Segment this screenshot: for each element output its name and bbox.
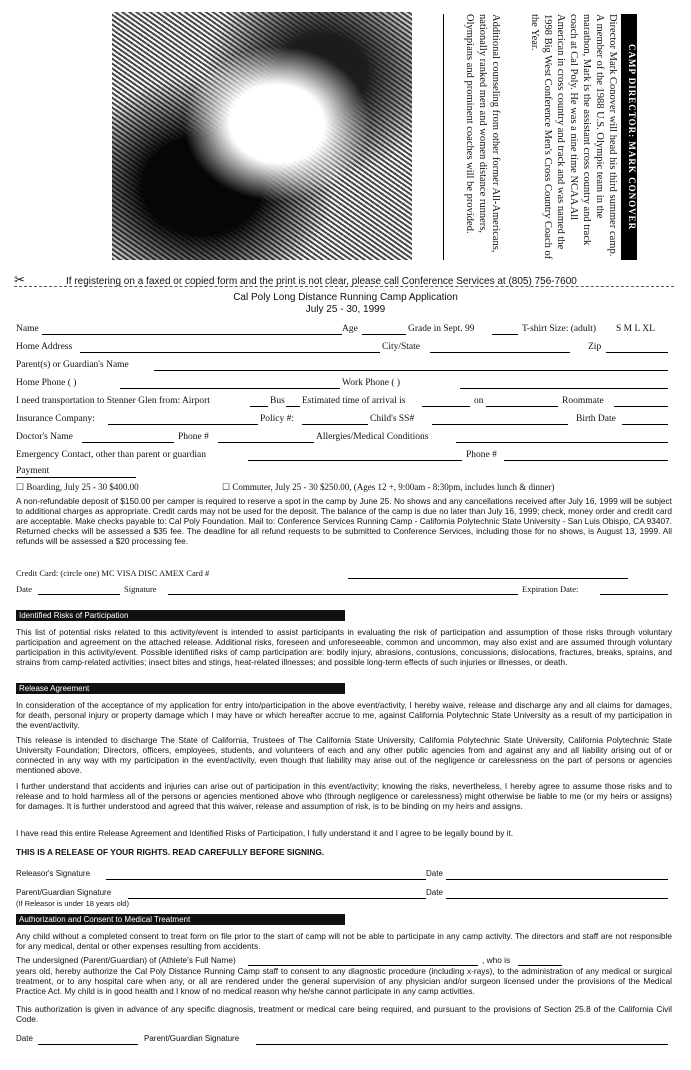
athlete-name-field[interactable] bbox=[248, 955, 478, 966]
emergency-phone-label: Phone # bbox=[466, 450, 497, 460]
guardian-date-field[interactable] bbox=[446, 888, 668, 899]
airport-field[interactable] bbox=[250, 396, 268, 407]
zip-label: Zip bbox=[588, 342, 602, 352]
sidebar-heading: CAMP DIRECTOR: MARK CONOVER bbox=[621, 14, 637, 260]
name-field[interactable] bbox=[42, 324, 342, 335]
row-transport bbox=[16, 396, 676, 410]
release-p5: THIS IS A RELEASE OF YOUR RIGHTS. READ CAREFULLY BEFORE SIGNING. bbox=[16, 847, 325, 857]
guardian-date-label: Date bbox=[426, 888, 443, 897]
release-heading: Release Agreement bbox=[16, 683, 345, 694]
pay-date-field[interactable] bbox=[38, 584, 120, 595]
city-label: City/State bbox=[382, 342, 420, 352]
tshirt-label: T-shirt Size: (adult) bbox=[522, 324, 597, 334]
releasor-date-field[interactable] bbox=[446, 869, 668, 880]
zip-field[interactable] bbox=[606, 342, 668, 353]
home-phone-label: Home Phone ( ) bbox=[16, 378, 77, 388]
commuter-text: Commuter, July 25 - 30 $250.00, (Ages 12 +, 9:00am - 8:30pm, includes lunch & dinner) bbox=[232, 482, 555, 492]
emergency-label: Emergency Contact, other than parent or guardian bbox=[16, 450, 207, 460]
roommate-field[interactable] bbox=[614, 396, 668, 407]
guardian-note: (If Releasor is under 18 years old) bbox=[16, 899, 129, 908]
policy-field[interactable] bbox=[302, 414, 368, 425]
sidebar-extra: Additional counseling from other former All-Americans, nationally ranked men and women distance runners, Olympians and prominent coaches will be provided. bbox=[464, 14, 501, 253]
consent-p2a: The undersigned (Parent/Guardian) of (Athlete's Full Name) bbox=[16, 955, 236, 965]
doctor-label: Doctor's Name bbox=[16, 432, 73, 442]
releasor-label: Releasor's Signature bbox=[16, 869, 91, 878]
consent-date-field[interactable] bbox=[38, 1034, 138, 1045]
birth-date-field[interactable] bbox=[622, 414, 668, 425]
expiration-label: Expiration Date: bbox=[522, 584, 579, 594]
boarding-text: Boarding, July 25 - 30 $400.00 bbox=[26, 482, 139, 492]
policy-label: Policy #: bbox=[260, 414, 295, 424]
grade-field[interactable] bbox=[492, 324, 518, 335]
boarding-option[interactable] bbox=[16, 482, 139, 493]
boarding-checkbox[interactable]: ☐ bbox=[16, 482, 27, 492]
allergies-field[interactable] bbox=[456, 432, 668, 443]
arrival-label: Estimated time of arrival is bbox=[302, 396, 406, 406]
row-credit bbox=[16, 568, 676, 582]
pay-signature-label: Signature bbox=[124, 584, 157, 594]
parent-label: Parent(s) or Guardian's Name bbox=[16, 360, 129, 370]
consent-p2c: years old, hereby authorize the Cal Poly Distance Running Camp staff to consent to any diagnostic procedure (including x-rays), to the administration of any medical or surgical treatment, or to any hospital care when any, or all are rendered under the general supervision of any physician and/or surgeon licensed under the provisions of the Medical Practice Act. My child is in good health and I know of no medical reason why he/she cannot participate in any camp activities. bbox=[16, 966, 672, 996]
commuter-option[interactable] bbox=[222, 482, 555, 493]
address-label: Home Address bbox=[16, 342, 73, 352]
tshirt-sizes[interactable]: S M L XL bbox=[616, 324, 655, 334]
commuter-checkbox[interactable]: ☐ bbox=[222, 482, 233, 492]
payment-label: Payment bbox=[16, 466, 50, 476]
guardian-signature-field[interactable] bbox=[128, 888, 426, 899]
release-p4: I have read this entire Release Agreement and Identified Risks of Participation, I fully understand it and I agree to be legally bound by it. bbox=[16, 828, 514, 838]
scissors-icon: ✂ bbox=[14, 272, 25, 287]
sidebar-bio: Director Mark Conover will head his third summer camp. A member of the 1988 U.S. Olympic team in the marathon, Mark is the assistant cross country and track coach at Cal Poly. He was a nine time NCAA All American in cross country and track and was named the 1998 Big West Conference Men's Cross Country Coach of the Year. bbox=[529, 14, 618, 260]
consent-p2b: , who is bbox=[482, 955, 511, 965]
address-field[interactable] bbox=[80, 342, 380, 353]
risks-text: This list of potential risks related to this activity/event is intended to assist participants in evaluating the risk of participation and assumption of those risks through voluntary participation and agreement on the attached release. Additional risks, foreseen and unforeseeable, common and uncommon, may also exist and are assumed through voluntary participation in this activity/event. Possible identified risks of camp participation are: bodily injury, abrasions, contusions, concussions, dislocations, fractures, breaks, sprains, and strains from camp-related activities; insect bites and stings, heat-related illnesses; and possible long-term effects of such injuries or illnesses, or death. bbox=[16, 627, 672, 667]
row-emergency bbox=[16, 450, 676, 464]
doctor-field[interactable] bbox=[82, 432, 174, 443]
releasor-signature-field[interactable] bbox=[106, 869, 426, 880]
row-name bbox=[16, 324, 676, 338]
arrival-field[interactable] bbox=[422, 396, 470, 407]
allergies-label: Allergies/Medical Conditions bbox=[316, 432, 429, 442]
row-consent-sign bbox=[16, 1034, 676, 1048]
child-ss-label: Child's SS# bbox=[370, 414, 415, 424]
transport-label: I need transportation to Stenner Glen from: Airport bbox=[16, 396, 210, 406]
home-phone-field[interactable] bbox=[120, 378, 340, 389]
doctor-phone-label: Phone # bbox=[178, 432, 209, 442]
doctor-phone-field[interactable] bbox=[218, 432, 314, 443]
child-ss-field[interactable] bbox=[432, 414, 568, 425]
credit-card-label[interactable]: Credit Card: (circle one) MC VISA DISC AMEX Card # bbox=[16, 568, 210, 578]
age-label: Age bbox=[342, 324, 358, 334]
age-field[interactable] bbox=[362, 324, 406, 335]
consent-p1: Any child without a completed consent to treat form on file prior to the start of camp will not be able to participate in any camp activity. The directors and staff are not responsible for any medical, dental or other expenses resulting from accidents. bbox=[16, 931, 672, 951]
divider-line bbox=[443, 14, 444, 260]
athlete-age-field[interactable] bbox=[518, 955, 562, 966]
insurance-field[interactable] bbox=[108, 414, 258, 425]
release-p3: I further understand that accidents and injuries can arise out of participation in this event/activity; knowing the risks, nevertheless, I hereby agree to assume those risks and to release and to hold harmless all of the persons or agencies mentioned above who (through negligence or carelessness) might otherwise be liable to me (or my heirs or assigns) for damages. It is further understood and agreed that this waiver, release and assumption of risk, is to be binding on my heirs and assigns. bbox=[16, 781, 672, 811]
row-doctor bbox=[16, 432, 676, 446]
row-address bbox=[16, 342, 676, 356]
runner-photo bbox=[112, 12, 412, 260]
consent-signature-label: Parent/Guardian Signature bbox=[144, 1034, 240, 1043]
on-field[interactable] bbox=[486, 396, 558, 407]
insurance-label: Insurance Company: bbox=[16, 414, 95, 424]
releasor-date-label: Date bbox=[426, 869, 443, 878]
parent-field[interactable] bbox=[154, 360, 668, 371]
on-label: on bbox=[474, 396, 484, 406]
work-phone-field[interactable] bbox=[460, 378, 668, 389]
consent-date-label: Date bbox=[16, 1034, 33, 1043]
consent-heading: Authorization and Consent to Medical Treatment bbox=[16, 914, 345, 925]
row-insurance bbox=[16, 414, 676, 428]
pay-signature-field[interactable] bbox=[168, 584, 518, 595]
release-p1: In consideration of the acceptance of my application for entry into/participation in the above event/activity, I hereby waive, release and discharge any and all claims for damages, for death, personal injury or property damage which I may have or which hereafter accrue to me, against California Polytechnic State University as a result of my participation in the event/activity. bbox=[16, 700, 672, 730]
payment-text: A non-refundable deposit of $150.00 per camper is required to reserve a spot in the camp by June 25. No shows and any cancellations received after July 16, 1999 will be subject to additional charges as appropriate. Credit cards may not be used for the deposit. The balance of the camp is due no later than July 16, 1999; check, money order and credit card are acceptable. Make checks payable to: Cal Poly Foundation. Mail to: Conference Services Running Camp - California Polytechnic State University - San Luis Obispo, CA 93407. Returned checks will be assessed a $35 fee. The deadline for all refund requests to be submitted to Conference Services, including those for no shows, is August 13, 1999. All refunds will be assessed a $20 processing fee. bbox=[16, 496, 672, 546]
payment-underline bbox=[16, 477, 136, 478]
bus-label: Bus bbox=[270, 396, 285, 406]
row-phones bbox=[16, 378, 676, 392]
consent-signature-field[interactable] bbox=[256, 1034, 668, 1045]
work-phone-label: Work Phone ( ) bbox=[342, 378, 401, 388]
row-signature bbox=[16, 584, 676, 598]
guardian-label: Parent/Guardian Signature bbox=[16, 888, 112, 897]
birth-date-label: Birth Date bbox=[576, 414, 616, 424]
row-releasor bbox=[16, 869, 676, 883]
release-p2: This release is intended to discharge The State of California, Trustees of The California State University, California Polytechnic State University, California Polytechnic State University Foundation; Directors, officers, employees, students, and volunteers of each and any other public agencies from and against any and all liability arising out of or connected in any way with my participation in the event/activity, even though that liability may arise out of the negligence or carelessness on the part of persons or agencies mentioned above. bbox=[16, 735, 672, 775]
form-dates: July 25 - 30, 1999 bbox=[305, 304, 386, 315]
expiration-field[interactable] bbox=[600, 584, 668, 595]
cut-note: If registering on a faxed or copied form and the print is not clear, please call Conference Services at (805) 756-7600 bbox=[66, 276, 577, 287]
bus-field[interactable] bbox=[286, 396, 300, 407]
emergency-phone-field[interactable] bbox=[504, 450, 668, 461]
pay-date-label: Date bbox=[16, 584, 33, 594]
risks-heading: Identified Risks of Participation bbox=[16, 610, 345, 621]
card-number-field[interactable] bbox=[348, 568, 628, 579]
name-label: Name bbox=[16, 324, 39, 334]
consent-p3: This authorization is given in advance of any specific diagnosis, treatment or medical care being required, and pursuant to the provisions of Section 25.8 of the California Civil Code. bbox=[16, 1004, 672, 1024]
emergency-field[interactable] bbox=[248, 450, 462, 461]
grade-label: Grade in Sept. 99 bbox=[408, 324, 475, 334]
city-field[interactable] bbox=[430, 342, 570, 353]
form-title: Cal Poly Long Distance Running Camp Application bbox=[233, 292, 458, 303]
row-parent bbox=[16, 360, 676, 374]
roommate-label: Roommate bbox=[562, 396, 604, 406]
